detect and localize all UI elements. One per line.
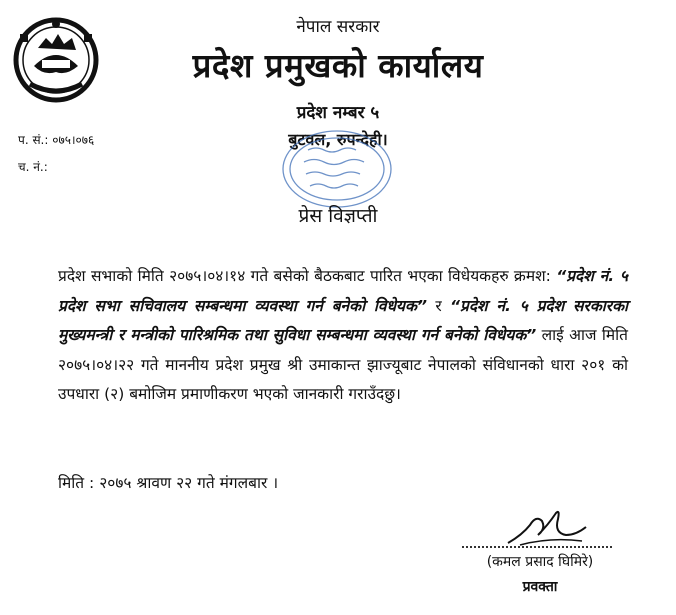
bill-two: “प्रदेश नं. ५ प्रदेश सरकारका मुख्यमन्त्री र मन्त्रीको पारिश्रमिक तथा सुविधा सम्बन्धमा व्यवस्था गर्न बनेको विधेयक” <box>58 296 628 344</box>
province-name: प्रदेश नम्बर ५ <box>296 103 380 123</box>
signer-title: प्रवक्ता <box>522 579 558 595</box>
government-name: नेपाल सरकार <box>296 17 380 37</box>
body-connector: र <box>435 296 442 315</box>
issue-date: मिति : २०७५ श्रावण २२ गते मंगलबार । <box>58 474 279 492</box>
office-city: बुटवल, रुपन्देही। <box>288 130 388 149</box>
body-rest: लाई आज मिति २०७५।०४।२२ गते माननीय प्रदेश प्रमुख श्री उमाकान्त झाज्यूबाट नेपालको संविधानको धारा २०१ को उपधारा (२) बमोजिम प्रमाणीकरण भएको जानकारी गराउँदछु। <box>58 326 628 403</box>
office-stamp-icon <box>280 128 395 210</box>
office-name: प्रदेश प्रमुखको कार्यालय <box>192 46 484 85</box>
dispatch-number: च. नं.: <box>18 160 48 174</box>
signature-icon <box>500 505 590 550</box>
bill-one: “प्रदेश नं. ५ प्रदेश सभा सचिवालय सम्बन्धमा व्यवस्था गर्न बनेको विधेयक” <box>58 267 628 315</box>
reference-number: प. सं.: ०७५।०७६ <box>18 133 95 147</box>
signer-name: (कमल प्रसाद घिमिरे) <box>486 554 594 570</box>
press-release-body <box>58 262 628 410</box>
document-title: प्रेस विज्ञप्ती <box>298 205 378 227</box>
body-intro: प्रदेश सभाको मिति २०७५।०४।१४ गते बसेको बैठकबाट पारित भएका विधेयकहरु क्रमश: <box>58 267 551 285</box>
signature-line <box>462 546 612 548</box>
